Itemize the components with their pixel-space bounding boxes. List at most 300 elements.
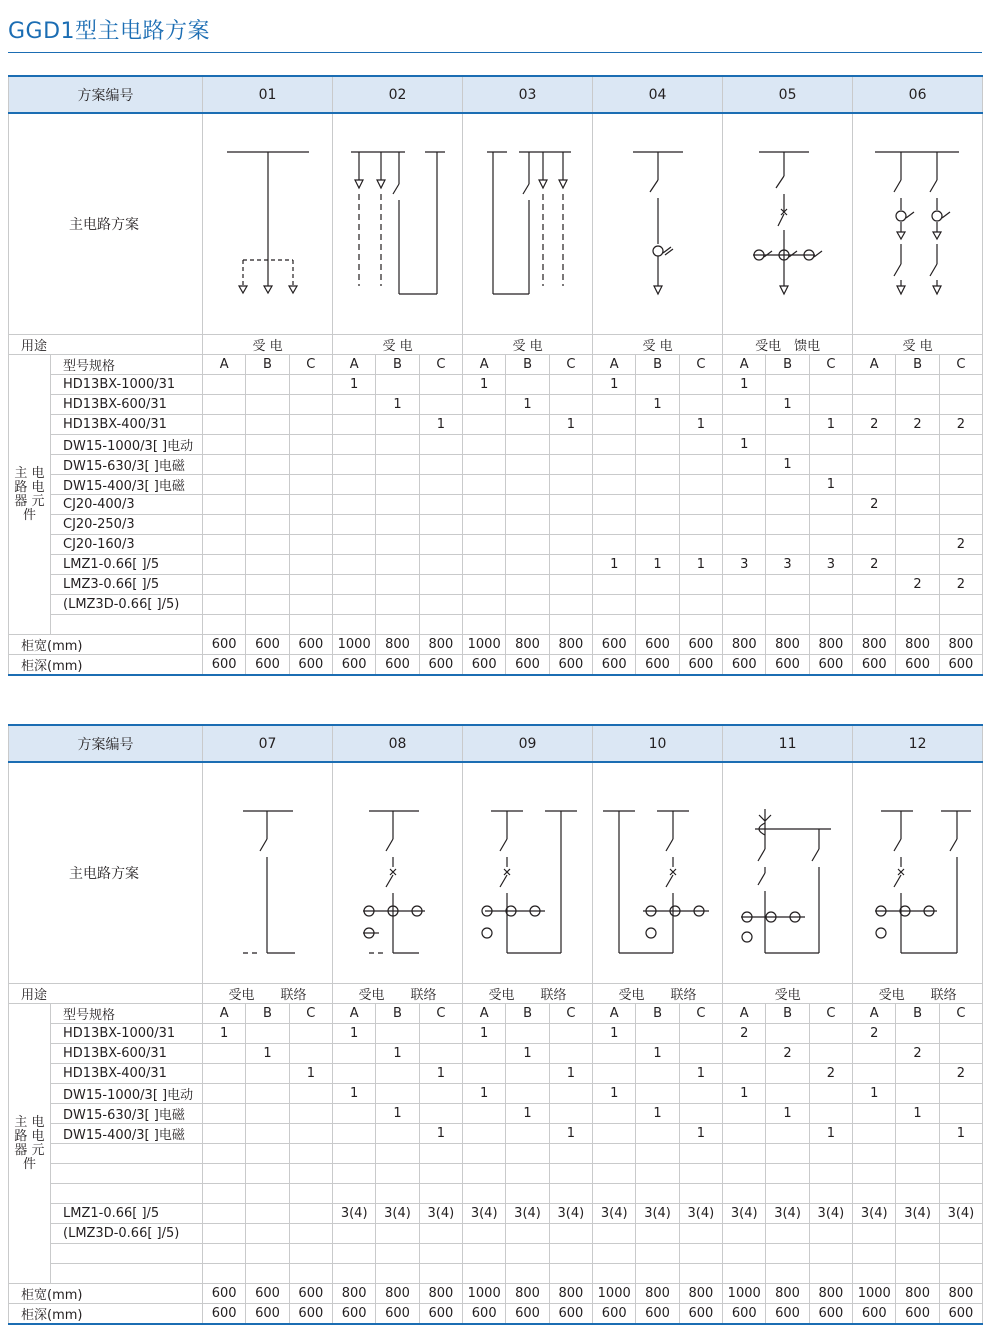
circuit-diagram-04 xyxy=(593,114,723,334)
component-qty xyxy=(939,555,982,575)
component-qty xyxy=(463,595,506,615)
component-qty xyxy=(939,1144,982,1164)
width-value: 600 xyxy=(203,635,246,655)
scheme-number-05: 05 xyxy=(723,76,853,113)
component-qty xyxy=(766,415,809,435)
component-qty xyxy=(896,615,939,635)
component-qty xyxy=(896,1144,939,1164)
scheme-table-1 xyxy=(8,75,983,676)
purpose-10: 受电 联络 xyxy=(593,984,723,1004)
component-qty xyxy=(463,1184,506,1204)
component-qty xyxy=(853,395,896,415)
component-qty: 1 xyxy=(376,1044,419,1064)
purpose-07: 受电 联络 xyxy=(203,984,333,1004)
depth-value: 600 xyxy=(289,655,332,676)
width-value: 600 xyxy=(246,635,289,655)
component-qty xyxy=(679,475,722,495)
component-qty xyxy=(636,1084,679,1104)
component-qty xyxy=(679,1044,722,1064)
component-qty xyxy=(289,1224,332,1244)
component-qty xyxy=(636,575,679,595)
component-qty xyxy=(853,1144,896,1164)
component-qty xyxy=(939,1184,982,1204)
component-qty xyxy=(939,1104,982,1124)
column-B: B xyxy=(636,355,679,375)
width-value: 600 xyxy=(636,635,679,655)
circuit-cell-05 xyxy=(723,113,853,335)
component-qty xyxy=(419,1224,462,1244)
component-qty xyxy=(289,1264,332,1284)
component-qty xyxy=(463,475,506,495)
component-qty xyxy=(376,555,419,575)
component-qty xyxy=(376,575,419,595)
width-value: 1000 xyxy=(723,1284,766,1304)
component-name: (LMZ3D-0.66[ ]/5) xyxy=(51,1224,203,1244)
component-qty xyxy=(679,395,722,415)
table-row xyxy=(9,495,983,515)
width-value: 800 xyxy=(896,1284,939,1304)
component-qty xyxy=(549,555,592,575)
component-qty xyxy=(376,495,419,515)
component-qty xyxy=(939,615,982,635)
component-qty: 2 xyxy=(896,415,939,435)
purpose-01: 受 电 xyxy=(203,335,333,355)
component-qty xyxy=(723,1044,766,1064)
component-qty xyxy=(246,1064,289,1084)
component-qty xyxy=(246,1144,289,1164)
component-qty xyxy=(376,455,419,475)
component-qty xyxy=(506,1024,549,1044)
column-C: C xyxy=(289,355,332,375)
component-qty: 3(4) xyxy=(896,1204,939,1224)
component-qty xyxy=(896,455,939,475)
component-qty xyxy=(593,475,636,495)
component-qty xyxy=(593,1144,636,1164)
scheme-number-03: 03 xyxy=(463,76,593,113)
component-qty xyxy=(679,1164,722,1184)
component-qty xyxy=(289,455,332,475)
depth-value: 600 xyxy=(549,655,592,676)
column-A: A xyxy=(853,1004,896,1024)
component-qty xyxy=(376,515,419,535)
component-qty xyxy=(679,535,722,555)
circuit-cell-06 xyxy=(853,113,983,335)
component-qty xyxy=(896,1064,939,1084)
component-qty xyxy=(939,375,982,395)
component-qty: 2 xyxy=(896,1044,939,1064)
component-qty xyxy=(896,375,939,395)
width-value: 600 xyxy=(593,635,636,655)
depth-value: 600 xyxy=(636,1304,679,1325)
component-qty xyxy=(246,1024,289,1044)
component-qty xyxy=(246,1244,289,1264)
component-qty: 2 xyxy=(766,1044,809,1064)
depth-value: 600 xyxy=(896,1304,939,1325)
component-qty xyxy=(593,1184,636,1204)
component-qty xyxy=(809,1264,852,1284)
component-qty xyxy=(723,475,766,495)
component-name xyxy=(51,1144,203,1164)
component-qty xyxy=(203,1164,246,1184)
component-qty: 3(4) xyxy=(463,1204,506,1224)
component-qty xyxy=(246,555,289,575)
component-qty xyxy=(203,435,246,455)
component-qty xyxy=(419,1144,462,1164)
component-qty xyxy=(463,435,506,455)
width-value: 800 xyxy=(723,635,766,655)
component-qty xyxy=(853,475,896,495)
width-value: 800 xyxy=(549,1284,592,1304)
depth-value: 600 xyxy=(853,1304,896,1325)
component-qty xyxy=(246,1084,289,1104)
depth-value: 600 xyxy=(203,655,246,676)
component-qty xyxy=(203,475,246,495)
table-row xyxy=(9,435,983,455)
depth-value: 600 xyxy=(679,655,722,676)
purpose-02: 受 电 xyxy=(333,335,463,355)
component-qty xyxy=(853,1164,896,1184)
component-qty xyxy=(376,415,419,435)
component-name: LMZ3-0.66[ ]/5 xyxy=(51,575,203,595)
component-qty xyxy=(376,1084,419,1104)
width-label: 柜宽(mm) xyxy=(9,1284,203,1304)
column-C: C xyxy=(939,1004,982,1024)
column-B: B xyxy=(506,1004,549,1024)
component-name: HD13BX-600/31 xyxy=(51,1044,203,1064)
component-qty xyxy=(723,395,766,415)
width-value: 800 xyxy=(636,1284,679,1304)
component-qty: 1 xyxy=(246,1044,289,1064)
component-qty xyxy=(333,515,376,535)
component-qty xyxy=(549,1184,592,1204)
depth-value: 600 xyxy=(896,655,939,676)
component-qty xyxy=(853,1104,896,1124)
component-qty xyxy=(636,375,679,395)
component-name xyxy=(51,615,203,635)
column-B: B xyxy=(766,1004,809,1024)
component-qty xyxy=(549,495,592,515)
component-qty xyxy=(506,575,549,595)
component-qty xyxy=(809,1044,852,1064)
component-qty xyxy=(809,1024,852,1044)
component-qty xyxy=(419,475,462,495)
component-qty: 2 xyxy=(853,1024,896,1044)
component-qty xyxy=(203,575,246,595)
circuit-diagram-05 xyxy=(723,114,853,334)
component-qty xyxy=(593,1164,636,1184)
component-qty: 1 xyxy=(809,475,852,495)
component-qty xyxy=(896,1164,939,1184)
circuit-diagram-row xyxy=(9,762,983,984)
component-qty xyxy=(506,495,549,515)
component-qty: 1 xyxy=(419,415,462,435)
component-qty xyxy=(246,455,289,475)
component-qty xyxy=(723,1124,766,1144)
component-qty xyxy=(896,475,939,495)
component-name: (LMZ3D-0.66[ ]/5) xyxy=(51,595,203,615)
component-name: HD13BX-1000/31 xyxy=(51,1024,203,1044)
component-qty xyxy=(289,1124,332,1144)
component-qty xyxy=(203,375,246,395)
depth-value: 600 xyxy=(419,1304,462,1325)
component-qty xyxy=(549,1084,592,1104)
width-value: 1000 xyxy=(333,635,376,655)
component-qty xyxy=(636,435,679,455)
component-qty xyxy=(376,1064,419,1084)
circuit-diagram-01 xyxy=(203,114,333,334)
column-A: A xyxy=(333,1004,376,1024)
component-qty xyxy=(766,615,809,635)
circuit-diagram-10 xyxy=(593,763,723,983)
component-qty xyxy=(939,475,982,495)
component-qty xyxy=(246,415,289,435)
component-qty xyxy=(419,515,462,535)
component-qty xyxy=(333,1224,376,1244)
component-qty xyxy=(766,1024,809,1044)
component-qty: 2 xyxy=(853,495,896,515)
component-qty xyxy=(896,495,939,515)
purpose-03: 受 电 xyxy=(463,335,593,355)
component-qty xyxy=(203,395,246,415)
component-qty xyxy=(463,1104,506,1124)
width-value: 1000 xyxy=(463,1284,506,1304)
component-qty: 1 xyxy=(939,1124,982,1144)
component-qty xyxy=(289,555,332,575)
component-qty xyxy=(549,375,592,395)
component-qty xyxy=(766,575,809,595)
component-qty xyxy=(419,455,462,475)
component-qty xyxy=(679,575,722,595)
component-qty xyxy=(939,1024,982,1044)
component-qty xyxy=(419,1264,462,1284)
component-qty xyxy=(896,1184,939,1204)
component-qty: 1 xyxy=(593,1084,636,1104)
width-value: 800 xyxy=(419,1284,462,1304)
width-value: 800 xyxy=(939,635,982,655)
component-qty xyxy=(853,435,896,455)
component-qty: 3 xyxy=(766,555,809,575)
component-qty: 1 xyxy=(723,375,766,395)
purpose-row xyxy=(9,335,983,355)
component-qty: 1 xyxy=(766,455,809,475)
component-qty xyxy=(549,515,592,535)
component-qty xyxy=(766,515,809,535)
component-qty xyxy=(593,615,636,635)
depth-row xyxy=(9,1304,983,1325)
component-qty: 1 xyxy=(766,395,809,415)
component-qty xyxy=(463,555,506,575)
scheme-number-01: 01 xyxy=(203,76,333,113)
component-qty xyxy=(766,495,809,515)
component-qty xyxy=(549,575,592,595)
scheme-number-08: 08 xyxy=(333,725,463,762)
column-B: B xyxy=(376,1004,419,1024)
depth-label: 柜深(mm) xyxy=(9,1304,203,1325)
width-value: 800 xyxy=(809,1284,852,1304)
component-qty xyxy=(679,435,722,455)
component-qty xyxy=(679,1024,722,1044)
component-qty: 3(4) xyxy=(593,1204,636,1224)
component-qty xyxy=(246,1204,289,1224)
component-qty xyxy=(723,1064,766,1084)
component-qty: 1 xyxy=(723,435,766,455)
component-qty xyxy=(376,535,419,555)
component-qty xyxy=(506,1084,549,1104)
component-qty xyxy=(203,1084,246,1104)
component-qty xyxy=(723,1264,766,1284)
component-qty: 3(4) xyxy=(809,1204,852,1224)
component-qty xyxy=(766,1244,809,1264)
component-qty xyxy=(593,575,636,595)
column-A: A xyxy=(463,1004,506,1024)
width-value: 800 xyxy=(506,635,549,655)
component-qty xyxy=(549,435,592,455)
width-value: 800 xyxy=(376,1284,419,1304)
component-qty xyxy=(203,615,246,635)
table-row xyxy=(9,535,983,555)
component-name xyxy=(51,1184,203,1204)
width-value: 800 xyxy=(896,635,939,655)
column-C: C xyxy=(679,355,722,375)
component-qty xyxy=(723,1184,766,1204)
circuit-diagram-08 xyxy=(333,763,463,983)
component-qty xyxy=(289,395,332,415)
component-qty xyxy=(506,615,549,635)
depth-value: 600 xyxy=(939,1304,982,1325)
component-qty xyxy=(939,435,982,455)
component-qty: 1 xyxy=(766,1104,809,1124)
component-qty xyxy=(853,1224,896,1244)
component-qty: 2 xyxy=(939,575,982,595)
component-name: HD13BX-600/31 xyxy=(51,395,203,415)
depth-value: 600 xyxy=(333,655,376,676)
depth-value: 600 xyxy=(419,655,462,676)
component-qty xyxy=(809,435,852,455)
column-A: A xyxy=(463,355,506,375)
component-qty xyxy=(333,475,376,495)
table-row xyxy=(9,375,983,395)
component-qty xyxy=(463,515,506,535)
component-qty xyxy=(333,535,376,555)
spec-row xyxy=(9,355,983,375)
component-qty xyxy=(809,1224,852,1244)
component-qty xyxy=(809,1104,852,1124)
component-qty xyxy=(896,535,939,555)
component-qty xyxy=(246,495,289,515)
width-value: 600 xyxy=(679,635,722,655)
component-qty xyxy=(289,615,332,635)
component-qty xyxy=(463,1144,506,1164)
scheme-number-label: 方案编号 xyxy=(9,725,203,762)
component-qty: 1 xyxy=(506,1044,549,1064)
component-qty xyxy=(679,1184,722,1204)
component-qty xyxy=(549,595,592,615)
component-qty xyxy=(419,595,462,615)
component-qty xyxy=(289,1144,332,1164)
component-qty xyxy=(549,1044,592,1064)
column-C: C xyxy=(809,1004,852,1024)
component-qty xyxy=(766,1144,809,1164)
column-C: C xyxy=(289,1004,332,1024)
column-A: A xyxy=(853,355,896,375)
component-qty xyxy=(809,495,852,515)
component-qty xyxy=(853,575,896,595)
component-qty xyxy=(203,555,246,575)
component-qty: 3(4) xyxy=(333,1204,376,1224)
depth-value: 600 xyxy=(853,655,896,676)
circuit-cell-07 xyxy=(203,762,333,984)
depth-value: 600 xyxy=(636,655,679,676)
component-qty xyxy=(809,615,852,635)
component-qty: 1 xyxy=(463,1084,506,1104)
table-row xyxy=(9,1124,983,1144)
component-qty xyxy=(853,1044,896,1064)
component-qty xyxy=(289,495,332,515)
component-qty xyxy=(376,1164,419,1184)
spec-row xyxy=(9,1004,983,1024)
component-qty: 1 xyxy=(593,1024,636,1044)
component-qty: 1 xyxy=(809,1124,852,1144)
depth-value: 600 xyxy=(809,1304,852,1325)
width-value: 1000 xyxy=(463,635,506,655)
component-qty xyxy=(333,495,376,515)
component-qty xyxy=(289,415,332,435)
component-qty xyxy=(333,1104,376,1124)
component-qty xyxy=(549,1024,592,1044)
depth-value: 600 xyxy=(593,1304,636,1325)
component-qty: 1 xyxy=(506,395,549,415)
component-qty xyxy=(246,535,289,555)
component-qty xyxy=(376,595,419,615)
component-qty xyxy=(723,535,766,555)
scheme-number-07: 07 xyxy=(203,725,333,762)
circuit-cell-09 xyxy=(463,762,593,984)
component-qty: 3(4) xyxy=(679,1204,722,1224)
component-qty xyxy=(723,575,766,595)
component-qty: 3 xyxy=(723,555,766,575)
component-qty xyxy=(419,395,462,415)
width-value: 800 xyxy=(853,635,896,655)
component-qty xyxy=(506,1264,549,1284)
component-qty xyxy=(203,1064,246,1084)
depth-value: 600 xyxy=(289,1304,332,1325)
component-qty xyxy=(679,495,722,515)
component-qty: 2 xyxy=(853,555,896,575)
component-qty xyxy=(549,475,592,495)
component-qty xyxy=(766,1184,809,1204)
table-row xyxy=(9,475,983,495)
component-qty xyxy=(376,1224,419,1244)
component-qty: 1 xyxy=(549,415,592,435)
component-qty xyxy=(376,1024,419,1044)
circuit-diagram-row xyxy=(9,113,983,335)
table-row xyxy=(9,1104,983,1124)
column-C: C xyxy=(679,1004,722,1024)
depth-value: 600 xyxy=(376,1304,419,1325)
column-C: C xyxy=(549,1004,592,1024)
column-A: A xyxy=(593,1004,636,1024)
component-qty xyxy=(333,555,376,575)
component-qty xyxy=(766,1124,809,1144)
width-value: 800 xyxy=(549,635,592,655)
component-qty xyxy=(939,495,982,515)
component-qty xyxy=(289,515,332,535)
component-qty xyxy=(333,415,376,435)
scheme-number-02: 02 xyxy=(333,76,463,113)
component-qty xyxy=(679,1244,722,1264)
component-qty xyxy=(636,1244,679,1264)
component-qty xyxy=(419,615,462,635)
